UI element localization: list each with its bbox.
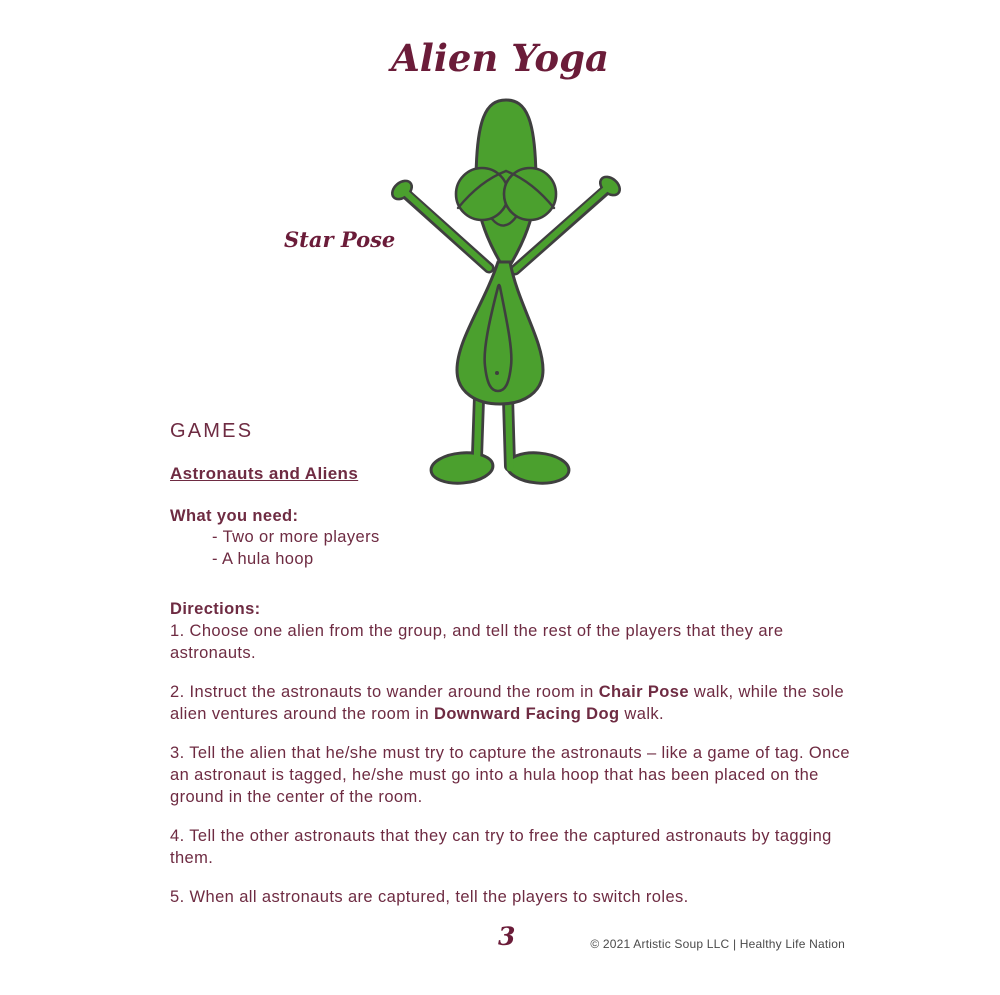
step-text: 3. Tell the alien that he/she must try to capture the astronauts – like a game of tag. Once an astronaut is tagged, he/she must go into a hula hoop that has been placed on the ground in the center of the room. bbox=[170, 744, 850, 806]
step-text: 5. When all astronauts are captured, tell the players to switch roles. bbox=[170, 888, 689, 906]
direction-step-5 bbox=[170, 886, 862, 908]
copyright-notice: © 2021 Artistic Soup LLC | Healthy Life Nation bbox=[590, 937, 845, 951]
what-you-need-list bbox=[170, 527, 862, 570]
pose-name-downward-facing-dog: Downward Facing Dog bbox=[434, 705, 620, 723]
alien-belly-button bbox=[495, 371, 499, 375]
alien-eye-right bbox=[504, 168, 556, 220]
list-item: - A hula hoop bbox=[212, 549, 314, 568]
page-number: 3 bbox=[498, 922, 516, 951]
pose-name-chair-pose: Chair Pose bbox=[598, 683, 689, 701]
step-text: 4. Tell the other astronauts that they can try to free the captured astronauts by tagging them. bbox=[170, 827, 832, 867]
direction-step-1 bbox=[170, 620, 862, 664]
step-text: 1. Choose one alien from the group, and tell the rest of the players that they are astronauts. bbox=[170, 622, 784, 662]
what-you-need-label: What you need: bbox=[170, 507, 299, 525]
step-text: 2. Instruct the astronauts to wander around the room in bbox=[170, 683, 599, 701]
list-item: - Two or more players bbox=[212, 528, 380, 546]
page-title: Alien Yoga bbox=[391, 36, 609, 80]
pose-label: Star Pose bbox=[284, 227, 396, 252]
games-heading: GAMES bbox=[170, 420, 254, 442]
games-section bbox=[170, 419, 862, 908]
step-text: walk. bbox=[619, 705, 665, 723]
game-title: Astronauts and Aliens bbox=[170, 464, 359, 483]
direction-step-3 bbox=[170, 742, 862, 808]
direction-step-2 bbox=[170, 681, 862, 725]
alien-body bbox=[457, 262, 543, 404]
step-text: walk, while the sole alien ventures around the room in bbox=[170, 683, 845, 723]
directions-label: Directions: bbox=[170, 600, 261, 618]
direction-step-4 bbox=[170, 825, 862, 869]
alien-eye-left bbox=[456, 168, 508, 220]
